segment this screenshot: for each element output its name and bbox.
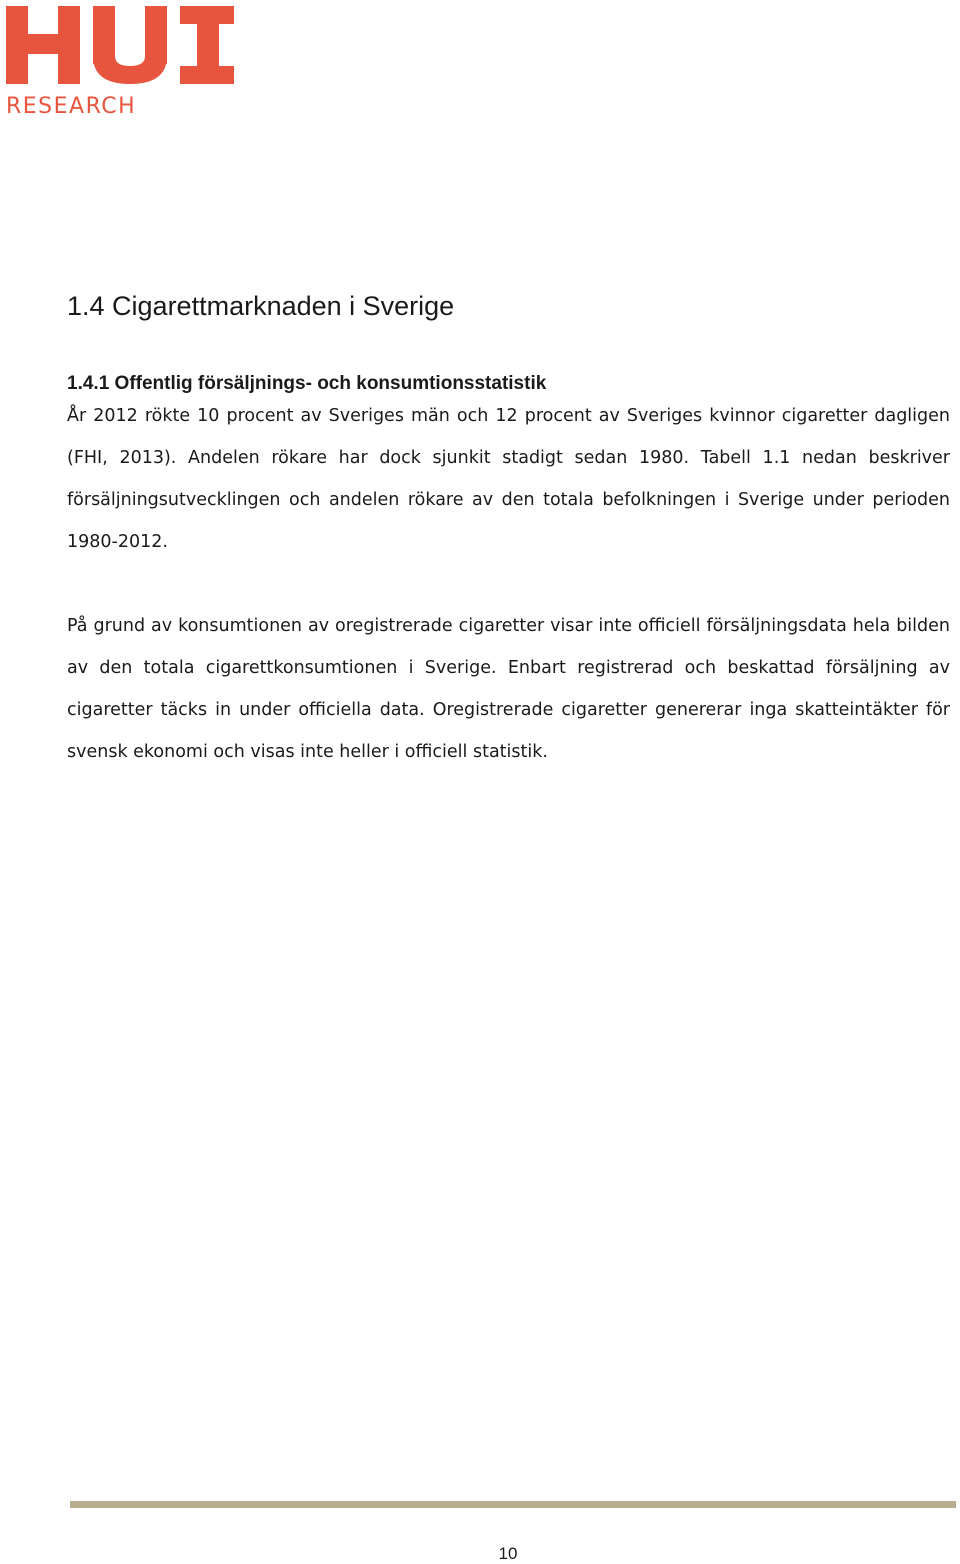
footer-divider [70,1501,956,1508]
svg-text:RESEARCH: RESEARCH [6,94,137,118]
page-number: 10 [498,1544,518,1563]
body-paragraph: På grund av konsumtionen av oregistrerade cigaretter visar inte officiell försäljningsdata hela bilden av den totala cigarettkonsumtionen i Sverige. Enbart registrerad och beskattad försäljning av cigaretter täcks in under officiella data. Oregistrerade cigaretter genererar inga skatteintäkter för svensk ekonomi och visas inte heller i officiell statistik. [67,616,950,762]
hui-research-logo [6,6,238,118]
body-paragraph: År 2012 rökte 10 procent av Sveriges män och 12 procent av Sveriges kvinnor cigaretter dagligen (FHI, 2013). Andelen rökare har dock sjunkit stadigt sedan 1980. Tabell 1.1 nedan beskriver försäljningsutvecklingen och andelen rökare av den totala befolkningen i Sverige under perioden 1980-2012. [67,406,950,552]
subsection-heading: 1.4.1 Offentlig försäljnings- och konsumtionsstatistik [67,373,547,394]
section-heading: 1.4 Cigarettmarknaden i Sverige [67,291,455,321]
